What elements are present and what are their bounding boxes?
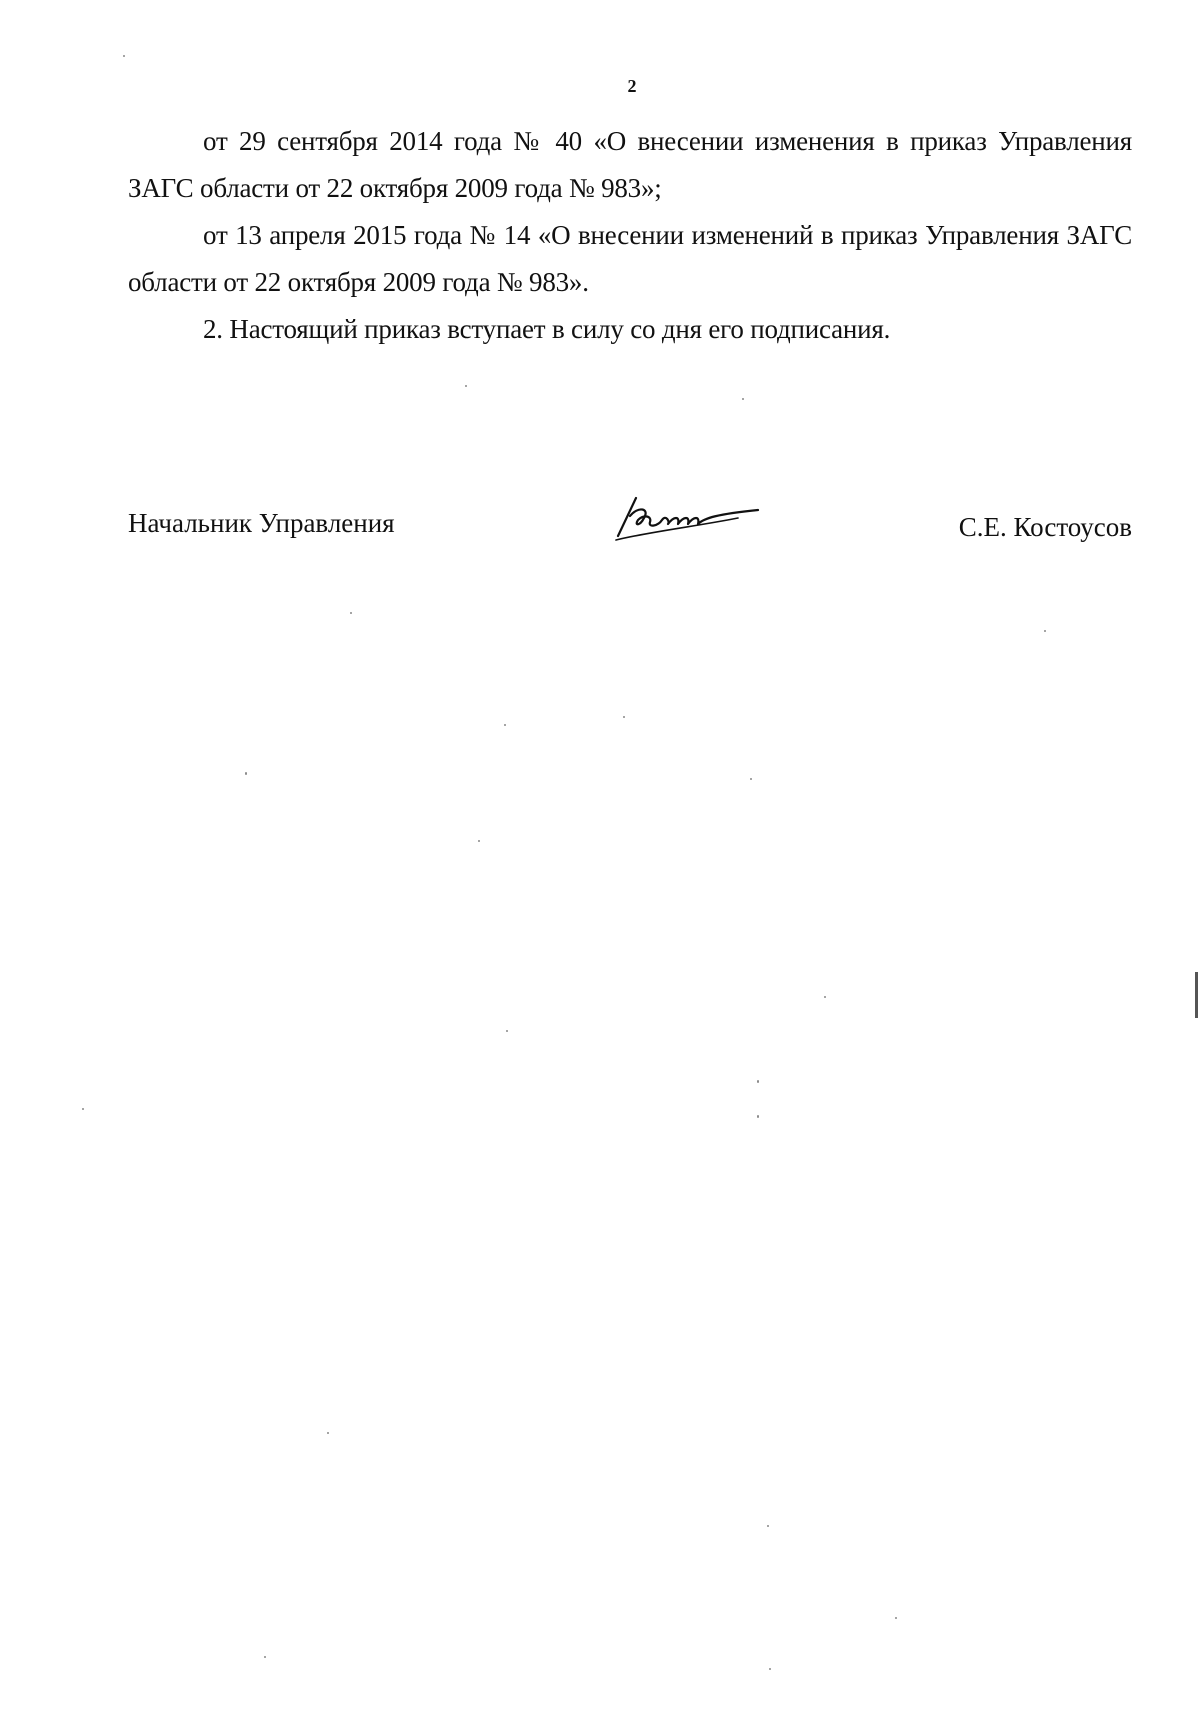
paragraph-amendment-2015: от 13 апреля 2015 года № 14 «О внесении изменений в приказ Управления ЗАГС области от 22 октября 2009 года № 983». bbox=[128, 220, 1132, 297]
signature-block bbox=[128, 508, 1132, 568]
scan-speck bbox=[264, 1656, 266, 1658]
scan-speck bbox=[350, 612, 352, 614]
scan-speck bbox=[465, 385, 467, 387]
paragraph-effective-date: 2. Настоящий приказ вступает в силу со дня его подписания. bbox=[203, 314, 891, 344]
scan-speck bbox=[82, 1108, 84, 1110]
scan-speck bbox=[245, 772, 247, 775]
scan-speck bbox=[478, 840, 480, 842]
scan-speck bbox=[504, 724, 506, 726]
signatory-name: С.Е. Костоусов bbox=[958, 512, 1132, 542]
scan-edge-mark bbox=[1195, 972, 1198, 1018]
scan-speck bbox=[757, 1080, 759, 1083]
page-number: 2 bbox=[627, 76, 637, 96]
scan-speck bbox=[123, 55, 125, 57]
scan-speck bbox=[327, 1432, 329, 1434]
scan-speck bbox=[824, 996, 826, 998]
handwritten-signature bbox=[608, 486, 788, 546]
scan-speck bbox=[769, 1668, 771, 1670]
scan-speck bbox=[623, 716, 625, 718]
signatory-position: Начальник Управления bbox=[128, 508, 395, 538]
scan-speck bbox=[750, 778, 752, 780]
scan-speck bbox=[757, 1115, 759, 1118]
scan-speck bbox=[742, 398, 744, 400]
scan-speck bbox=[895, 1617, 897, 1619]
document-body bbox=[128, 118, 1132, 353]
scan-speck bbox=[506, 1030, 508, 1032]
paragraph-amendment-2014: от 29 сентября 2014 года № 40 «О внесении изменения в приказ Управления ЗАГС области от 22 октября 2009 года № 983»; bbox=[128, 126, 1132, 203]
scan-speck bbox=[767, 1525, 769, 1527]
scan-speck bbox=[1044, 630, 1046, 632]
